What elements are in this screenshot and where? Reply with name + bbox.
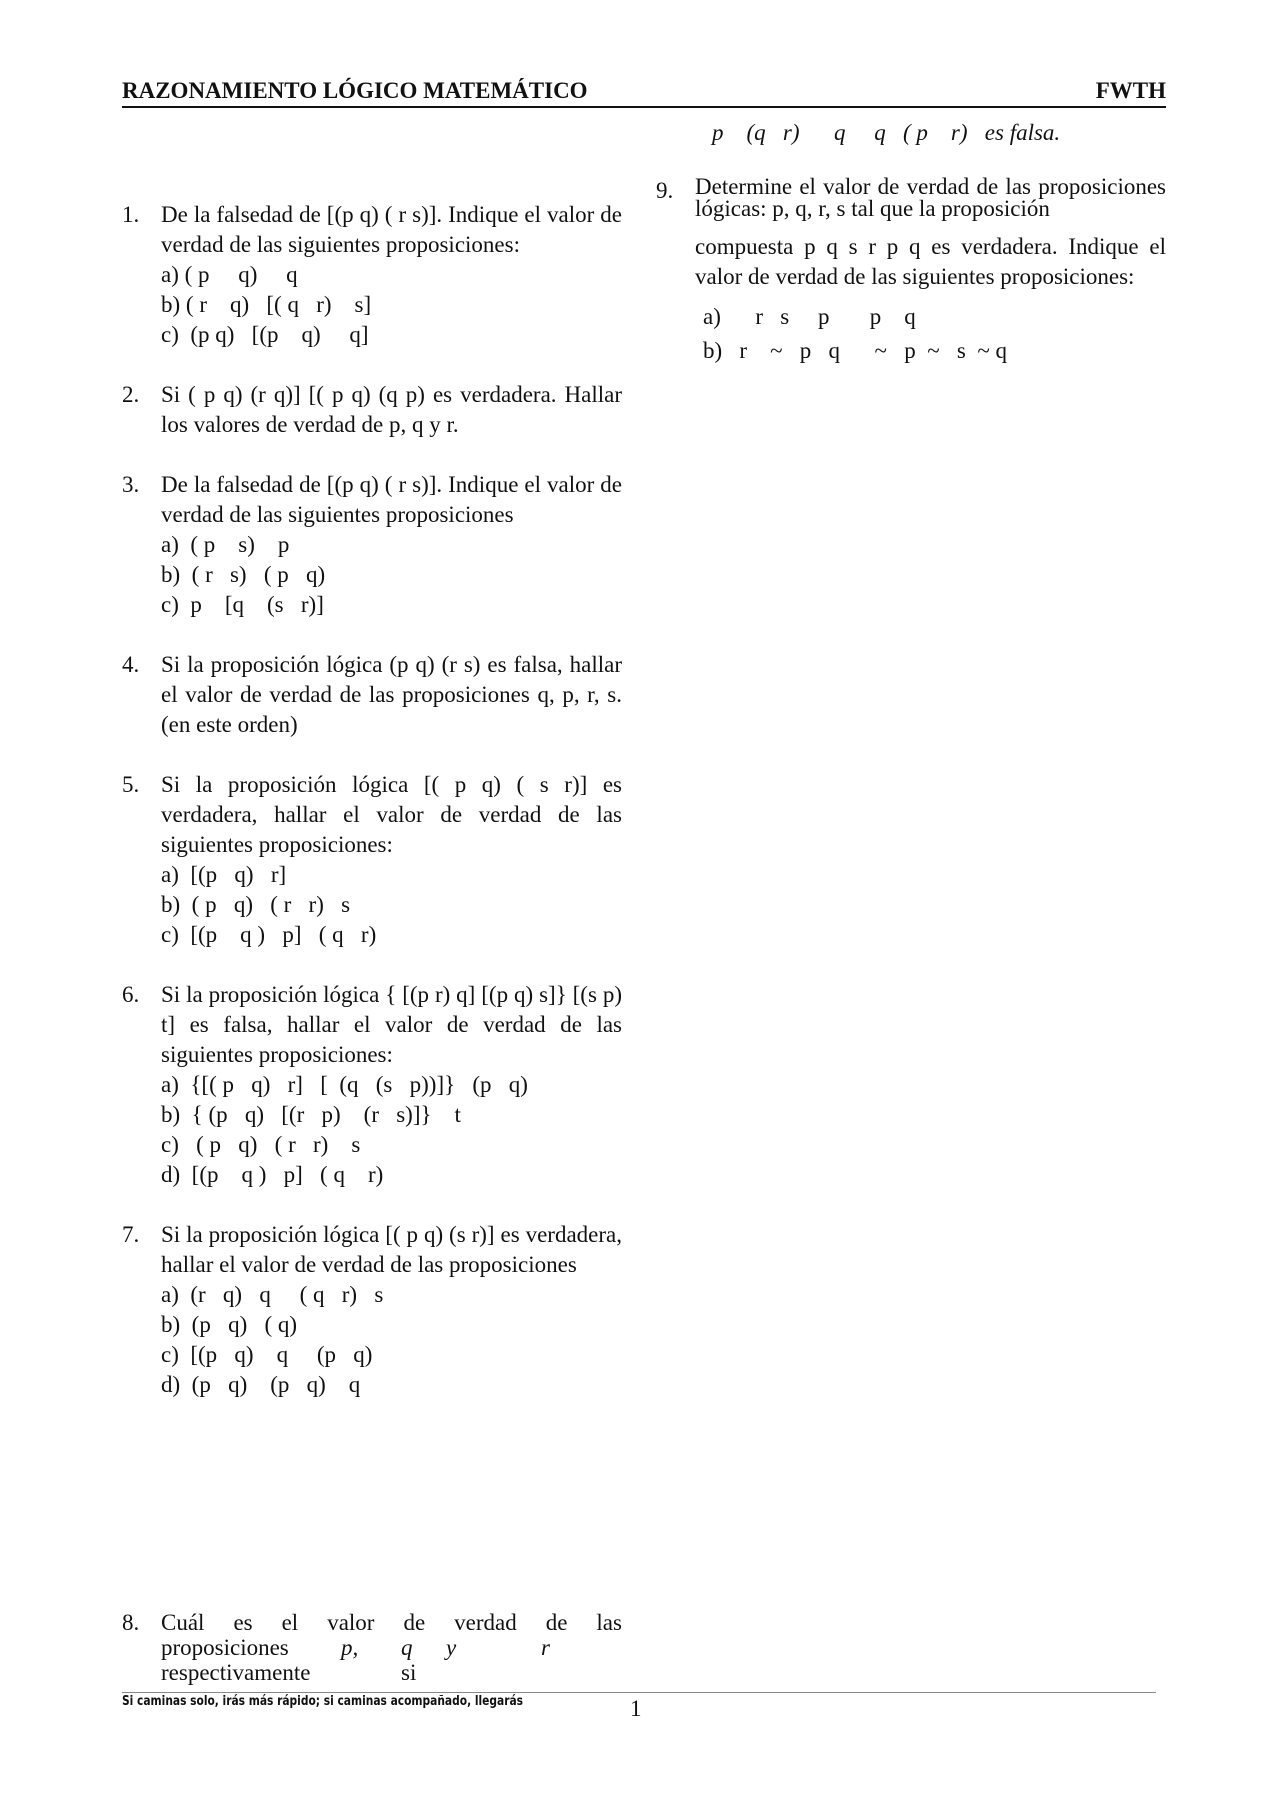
document-title: RAZONAMIENTO LÓGICO MATEMÁTICO: [122, 78, 588, 103]
question-statement: De la falsedad de [(p q) ( r s)]. Indique el valor de verdad de las siguientes proposiciones: [161, 472, 622, 527]
option: d) [(p q ) p] ( q r): [161, 1162, 384, 1187]
word: de: [545, 1610, 568, 1635]
question-number: 8.: [122, 1610, 140, 1635]
word: si: [401, 1660, 417, 1685]
question-statement: Si la proposición lógica (p q) (r s) es falsa, hallar el valor de verdad de las proposiciones q, p, r, s. (en este orden): [161, 652, 622, 737]
word: valor: [327, 1610, 375, 1635]
right-column: [656, 118, 1166, 368]
question-statement: Si la proposición lógica [( p q) ( s r)] es verdadera, hallar el valor de verdad de las siguientes proposiciones:: [161, 772, 622, 857]
question-line: [161, 1635, 622, 1660]
question-line: [161, 1610, 622, 1635]
word: el: [281, 1610, 299, 1635]
option: b) (p q) ( q): [161, 1312, 298, 1337]
word: las: [596, 1610, 622, 1635]
question-9: [656, 176, 1166, 368]
question-number: 5.: [122, 772, 140, 797]
question-1: [122, 200, 622, 350]
question-statement: De la falsedad de [(p q) ( r s)]. Indique el valor de verdad de las siguientes proposiciones:: [161, 202, 622, 257]
option: a) [(p q) r]: [161, 862, 287, 887]
variable: p,: [341, 1635, 359, 1660]
question-8-continuation: p (q r) q q ( p r) es falsa.: [712, 120, 1061, 145]
footer-rule: [122, 1692, 1156, 1693]
question-7: [122, 1220, 622, 1400]
option: b) ( r q) [( q r) s]: [161, 292, 372, 317]
footer-quote: Si caminas solo, irás más rápido; si caminas acompañado, llegarás: [122, 1694, 523, 1709]
variable: r: [541, 1635, 550, 1660]
option: c) p [q (s r)]: [161, 592, 324, 617]
word: respectivamente: [161, 1660, 311, 1685]
option: a) ( p s) p: [161, 532, 290, 557]
question-statement: Si la proposición lógica [( p q) (s r)] es verdadera, hallar el valor de verdad de las proposiciones: [161, 1222, 622, 1277]
left-column: [122, 200, 622, 1430]
option: a) ( p q) q: [161, 262, 298, 287]
option: a) r s p p q: [703, 304, 916, 329]
question-8: [122, 1610, 622, 1685]
question-statement: Determine el valor de verdad de las proposiciones lógicas: p, q, r, s tal que la proposición: [695, 174, 1166, 221]
option: d) (p q) (p q) q: [161, 1372, 361, 1397]
question-number: 7.: [122, 1222, 140, 1247]
question-statement: Si ( p q) (r q)] [( p q) (q p) es verdadera. Hallar los valores de verdad de p, q y r.: [161, 382, 622, 437]
option: b) r ~ p q ~ p ~ s ~ q: [703, 338, 1008, 363]
question-line: [161, 1660, 622, 1685]
word: verdad: [454, 1610, 517, 1635]
variable: y: [446, 1635, 457, 1660]
question-number: 3.: [122, 472, 140, 497]
question-2: [122, 380, 622, 440]
option: c) [(p q) q (p q): [161, 1342, 373, 1367]
word: Cuál: [161, 1610, 205, 1635]
option: b) ( p q) ( r r) s: [161, 892, 351, 917]
word: es: [233, 1610, 253, 1635]
option: a) (r q) q ( q r) s: [161, 1282, 384, 1307]
question-6: [122, 980, 622, 1190]
compound-proposition: compuesta p q s r p q es verdadera. Indique el valor de verdad de las siguientes proposiciones:: [695, 234, 1166, 289]
question-number: 2.: [122, 382, 140, 407]
option: c) ( p q) ( r r) s: [161, 1132, 361, 1157]
word: de: [403, 1610, 426, 1635]
option: b) { (p q) [(r p) (r s)]} t: [161, 1102, 461, 1127]
variable: q: [401, 1635, 413, 1660]
word: proposiciones: [161, 1635, 289, 1660]
question-number: 1.: [122, 202, 140, 227]
author-initials: FWTH: [1095, 78, 1166, 103]
question-number: 9.: [656, 178, 674, 203]
option: a) {[( p q) r] [ (q (s p))]} (p q): [161, 1072, 528, 1097]
question-4: [122, 650, 622, 740]
question-number: 4.: [122, 652, 140, 677]
question-statement: Si la proposición lógica { [(p r) q] [(p q) s]} [(s p) t] es falsa, hallar el valor de verdad de las siguientes proposiciones:: [161, 982, 622, 1067]
question-number: 6.: [122, 982, 140, 1007]
question-3: [122, 470, 622, 620]
page-header: [122, 78, 1166, 108]
option: c) [(p q ) p] ( q r): [161, 922, 377, 947]
question-5: [122, 770, 622, 950]
option: c) (p q) [(p q) q]: [161, 322, 369, 347]
page-number: 1: [630, 1696, 642, 1721]
option: b) ( r s) ( p q): [161, 562, 326, 587]
